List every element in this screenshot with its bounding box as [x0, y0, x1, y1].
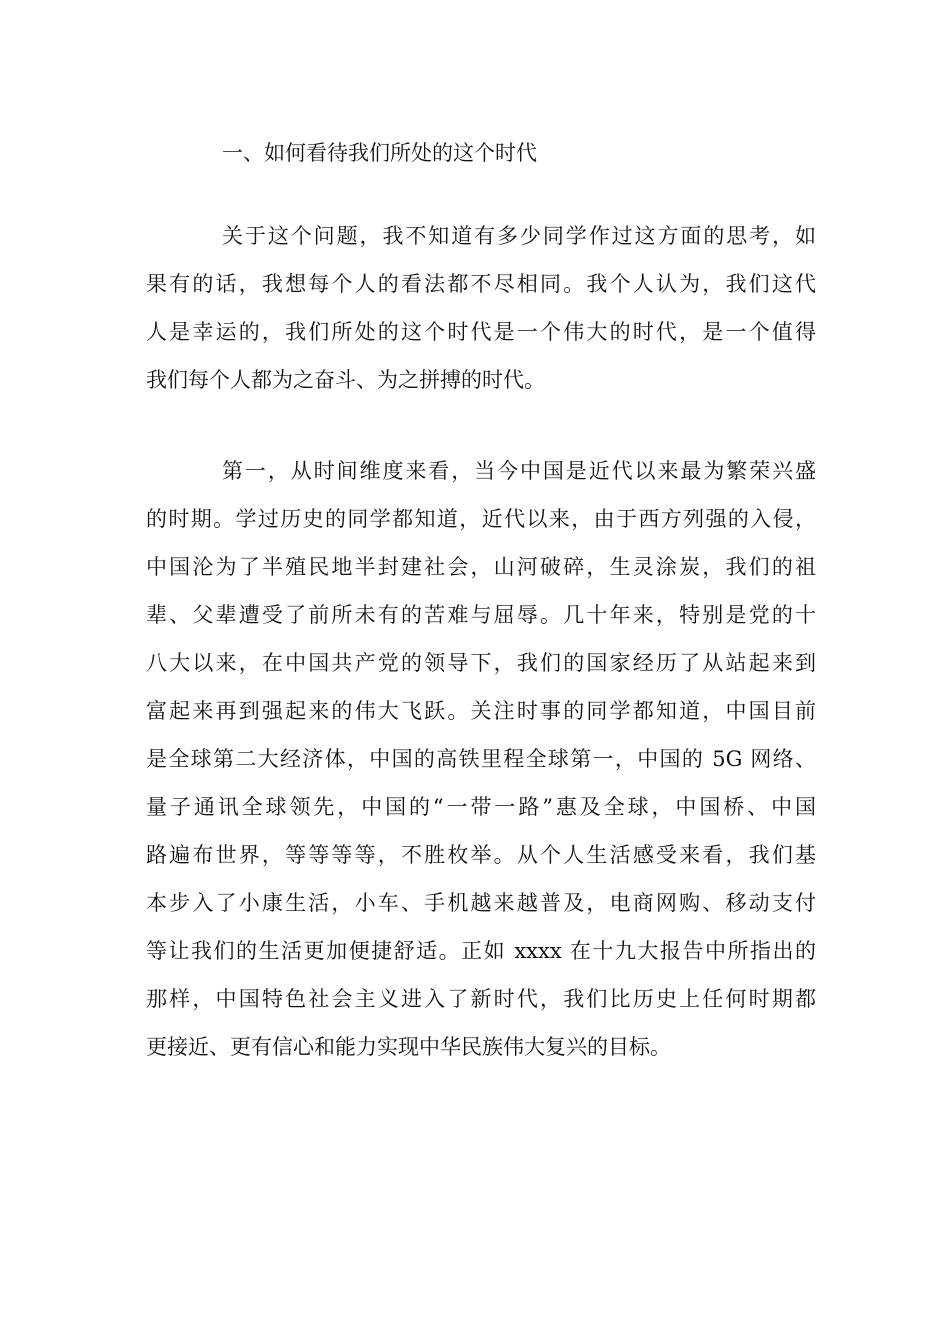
paragraph-line: 是全球第二大经济体，中国的高铁里程全球第一，中国的 5G 网络、	[146, 747, 816, 771]
paragraph-line: 果有的话，我想每个人的看法都不尽相同。我个人认为，我们这代	[146, 272, 816, 296]
paragraph-line: 辈、父辈遭受了前所未有的苦难与屈辱。几十年来，特别是党的十	[146, 603, 816, 627]
paragraph-intro	[146, 212, 816, 404]
paragraph-line: 路遍布世界，等等等等，不胜枚举。从个人生活感受来看，我们基	[146, 843, 816, 867]
paragraph-line: 那样，中国特色社会主义进入了新时代，我们比历史上任何时期都	[146, 987, 816, 1011]
paragraph-line: 更接近、更有信心和能力实现中华民族伟大复兴的目标。	[146, 1035, 671, 1059]
paragraph-line: 本步入了小康生活，小车、手机越来越普及，电商网购、移动支付	[146, 891, 816, 915]
paragraph-line: 人是幸运的，我们所处的这个时代是一个伟大的时代，是一个值得	[146, 320, 816, 344]
paragraph-line: 八大以来，在中国共产党的领导下，我们的国家经历了从站起来到	[146, 651, 816, 675]
paragraph-line: 中国沦为了半殖民地半封建社会，山河破碎，生灵涂炭，我们的祖	[146, 555, 816, 579]
paragraph-line: 关于这个问题，我不知道有多少同学作过这方面的思考，如	[222, 224, 816, 248]
paragraph-first-point	[146, 447, 816, 1071]
paragraph-line: 等让我们的生活更加便捷舒适。正如 xxxx 在十九大报告中所指出的	[146, 939, 816, 963]
paragraph-line: 量子通讯全球领先，中国的“一带一路”惠及全球，中国桥、中国	[146, 795, 816, 819]
paragraph-line: 我们每个人都为之奋斗、为之拼搏的时代。	[146, 368, 545, 392]
paragraph-line: 富起来再到强起来的伟大飞跃。关注时事的同学都知道，中国目前	[146, 699, 816, 723]
paragraph-line: 的时期。学过历史的同学都知道，近代以来，由于西方列强的入侵，	[146, 507, 816, 531]
section-heading: 一、如何看待我们所处的这个时代	[222, 141, 537, 165]
paragraph-line: 第一，从时间维度来看，当今中国是近代以来最为繁荣兴盛	[222, 459, 816, 483]
